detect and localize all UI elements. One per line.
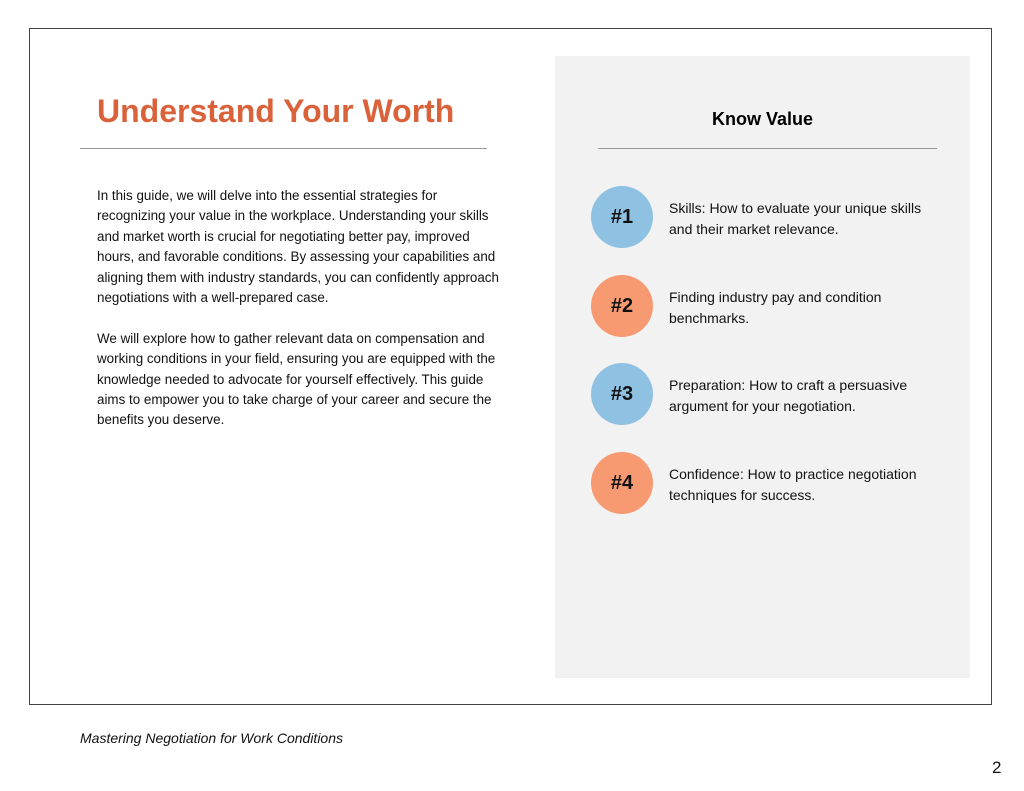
intro-paragraph: In this guide, we will delve into the essential strategies for recognizing your value in the workplace. Understanding your skills and market worth is crucial for negotiating better pay, improved hours, and favorable conditions. By assessing your capabilities and aligning them with industry standards, you can confidently approach negotiations with a well-prepared case. (97, 188, 499, 306)
footer-title: Mastering Negotiation for Work Conditions (80, 730, 344, 746)
title-divider (80, 148, 487, 149)
list-item (591, 363, 961, 425)
page-title: Understand Your Worth (97, 93, 455, 129)
item-text: Preparation: How to craft a persuasive argument for your negotiation. (669, 377, 908, 414)
item-text: Finding industry pay and condition benchmarks. (669, 289, 882, 326)
item-number-badge: #2 (591, 275, 653, 337)
page-number: 2 (992, 758, 1002, 777)
item-number-badge: #3 (591, 363, 653, 425)
item-text: Skills: How to evaluate your unique skills and their market relevance. (669, 200, 922, 237)
item-number-badge: #4 (591, 452, 653, 514)
panel-divider (598, 148, 937, 149)
list-item (591, 452, 961, 514)
intro-paragraph: We will explore how to gather relevant data on compensation and working conditions in your field, ensuring you are equipped with the knowledge needed to advocate for yourself effectively. This guide aims to empower you to take charge of your career and secure the benefits you deserve. (97, 330, 496, 428)
list-item (591, 186, 961, 248)
item-number-badge: #1 (591, 186, 653, 248)
know-value-panel (555, 56, 970, 678)
item-text: Confidence: How to practice negotiation techniques for success. (669, 466, 917, 503)
intro-text (97, 186, 502, 451)
list-item (591, 275, 961, 337)
panel-title: Know Value (711, 109, 814, 129)
